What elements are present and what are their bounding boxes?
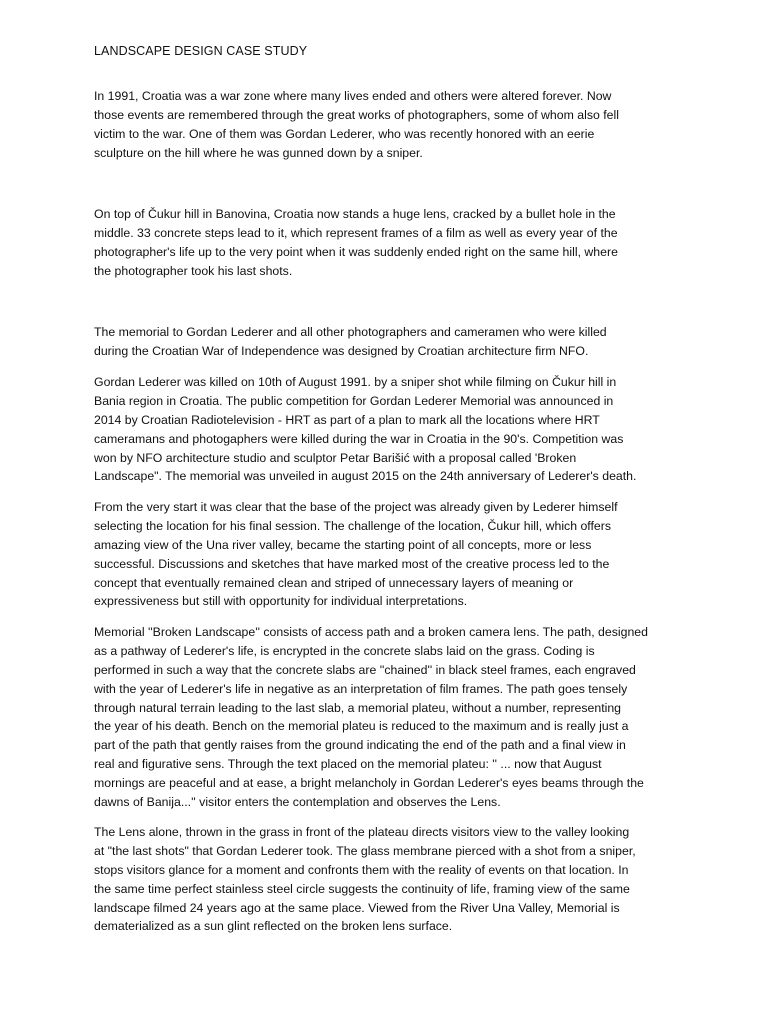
text-line: those events are remembered through the great works of photographers, some of whom also fell (94, 107, 619, 122)
text-line: The Lens alone, thrown in the grass in front of the plateau directs visitors view to the valley looking (94, 825, 630, 839)
text-line: during the Croatian War of Independence was designed by Croatian architecture firm NFO. (94, 343, 589, 358)
paragraph-memorial-design (94, 323, 607, 361)
text-line: Bania region in Croatia. The public competition for Gordan Lederer Memorial was announced in (94, 393, 614, 408)
text-line: middle. 33 concrete steps lead to it, which represent frames of a film as well as every year of the (94, 225, 618, 240)
text-line: The memorial to Gordan Lederer and all other photographers and cameramen who were killed (94, 325, 607, 339)
paragraph-path (94, 623, 648, 812)
text-line: On top of Čukur hill in Banovina, Croatia now stands a huge lens, cracked by a bullet hole in the (94, 207, 616, 221)
text-line: dawns of Banija...'' visitor enters the contemplation and observes the Lens. (94, 795, 501, 810)
text-line: as a pathway of Lederer's life, is encrypted in the concrete slabs laid on the grass. Coding is (94, 643, 595, 658)
text-line: Memorial ''Broken Landscape'' consists of access path and a broken camera lens. The path, designed (94, 625, 648, 639)
text-line: stops visitors glance for a moment and confronts them with the reality of events on that location. In (94, 862, 629, 877)
text-line: part of the path that gently raises from the ground indicating the end of the path and a final view in (94, 738, 626, 753)
text-line: concept that eventually remained clean and striped of unnecessary layers of meaning or (94, 575, 574, 590)
text-line: at "the last shots" that Gordan Lederer took. The glass membrane pierced with a shot from a sniper, (94, 843, 636, 858)
text-line: selecting the location for his final session. The challenge of the location, Čukur hill, which offers (94, 518, 611, 533)
text-line: amazing view of the Una river valley, became the starting point of all concepts, more or less (94, 537, 592, 552)
text-line: successful. Discussions and sketches that have marked most of the creative process led to the (94, 556, 610, 571)
text-line: Gordan Lederer was killed on 10th of August 1991. by a sniper shot while filming on Čukur hill in (94, 375, 617, 389)
text-line: mornings are peaceful and at ease, a bright melancholy in Gordan Lederer's eyes beams through the (94, 776, 644, 791)
text-line: victim to the war. One of them was Gordan Lederer, who was recently honored with an eerie (94, 126, 595, 141)
text-line: expressiveness but still with opportunity for individual interpretations. (94, 594, 468, 609)
text-line: cameramans and photogaphers were killed during the war in Croatia in the 90's. Competition was (94, 431, 624, 446)
document-title: LANDSCAPE DESIGN CASE STUDY (94, 44, 308, 58)
text-line: dematerialized as a sun glint reflected on the broken lens surface. (94, 919, 453, 934)
paragraph-lens-description (94, 205, 618, 281)
text-line: photographer's life up to the very point when it was suddenly ended right on the same hill, where (94, 244, 618, 259)
text-line: through natural terrain leading to the last slab, a memorial plateu, without a number, representing (94, 700, 622, 715)
text-line: From the very start it was clear that the base of the project was already given by Lederer himself (94, 500, 618, 514)
text-line: sculpture on the hill where he was gunned down by a sniper. (94, 145, 423, 160)
text-line: landscape filmed 24 years ago at the same place. Viewed from the River Una Valley, Memorial is (94, 900, 620, 915)
text-line: the photographer took his last shots. (94, 263, 293, 278)
text-line: In 1991, Croatia was a war zone where many lives ended and others were altered forever. Now (94, 89, 612, 103)
paragraph-intro (94, 87, 619, 163)
text-line: the year of his death. Bench on the memorial plateu is reduced to the maximum and is really just a (94, 719, 629, 734)
text-line: real and figurative sens. Through the text placed on the memorial plateu: '' ... now that August (94, 757, 602, 772)
text-line: 2014 by Croatian Radiotelevision - HRT as part of a plan to mark all the locations where HRT (94, 412, 600, 427)
paragraph-concept (94, 498, 618, 611)
paragraph-competition (94, 373, 636, 486)
text-line: Landscape". The memorial was unveiled in august 2015 on the 24th anniversary of Lederer's death. (94, 469, 637, 484)
text-line: with the year of Lederer's life in negative as an interpretation of film frames. The path goes tensely (94, 681, 628, 696)
text-line: the same time perfect stainless steel circle suggests the continuity of life, framing view of the same (94, 881, 630, 896)
text-line: won by NFO architecture studio and sculptor Petar Barišić with a proposal called 'Broken (94, 450, 577, 465)
paragraph-lens (94, 823, 636, 936)
text-line: performed in such a way that the concrete slabs are ''chained'' in black steel frames, each engraved (94, 662, 636, 677)
